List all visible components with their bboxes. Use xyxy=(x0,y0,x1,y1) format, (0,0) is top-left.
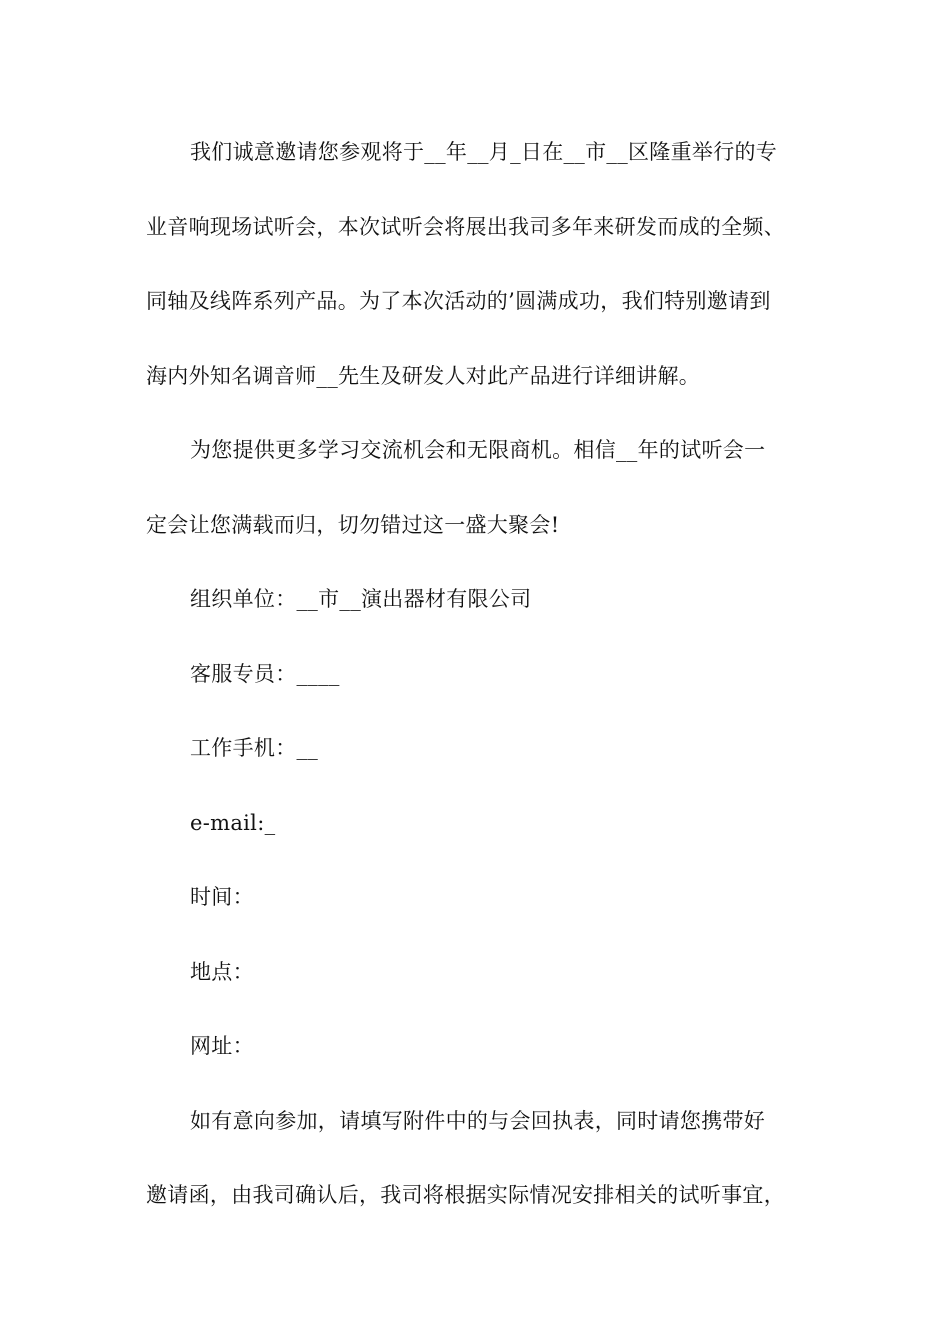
paragraph-2-line-1: 为您提供更多学习交流机会和无限商机。相信__年的试听会一 xyxy=(190,438,766,462)
paragraph-1-line-4: 海内外知名调音师__先生及研发人对此产品进行详细讲解。 xyxy=(146,364,701,388)
website-line: 网址： xyxy=(190,1034,254,1058)
email-line: e-mail:_ xyxy=(190,811,276,835)
time-line: 时间： xyxy=(190,885,254,909)
paragraph-3-line-1: 如有意向参加，请填写附件中的与会回执表，同时请您携带好 xyxy=(190,1109,766,1133)
paragraph-1-line-3: 同轴及线阵系列产品。为了本次活动的’圆满成功，我们特别邀请到 xyxy=(146,289,771,313)
service-staff-line: 客服专员：____ xyxy=(190,662,340,686)
paragraph-3-line-2: 邀请函，由我司确认后，我司将根据实际情况安排相关的试听事宜， xyxy=(146,1183,785,1207)
paragraph-1-line-2: 业音响现场试听会，本次试听会将展出我司多年来研发而成的全频、 xyxy=(146,215,785,239)
work-phone-line: 工作手机：__ xyxy=(190,736,319,760)
paragraph-2-line-2: 定会让您满载而归，切勿错过这一盛大聚会! xyxy=(146,513,560,537)
location-line: 地点： xyxy=(190,960,254,984)
paragraph-1-line-1: 我们诚意邀请您参观将于__年__月_日在__市__区隆重举行的专 xyxy=(190,140,778,164)
organizer-line: 组织单位：__市__演出器材有限公司 xyxy=(190,587,532,611)
